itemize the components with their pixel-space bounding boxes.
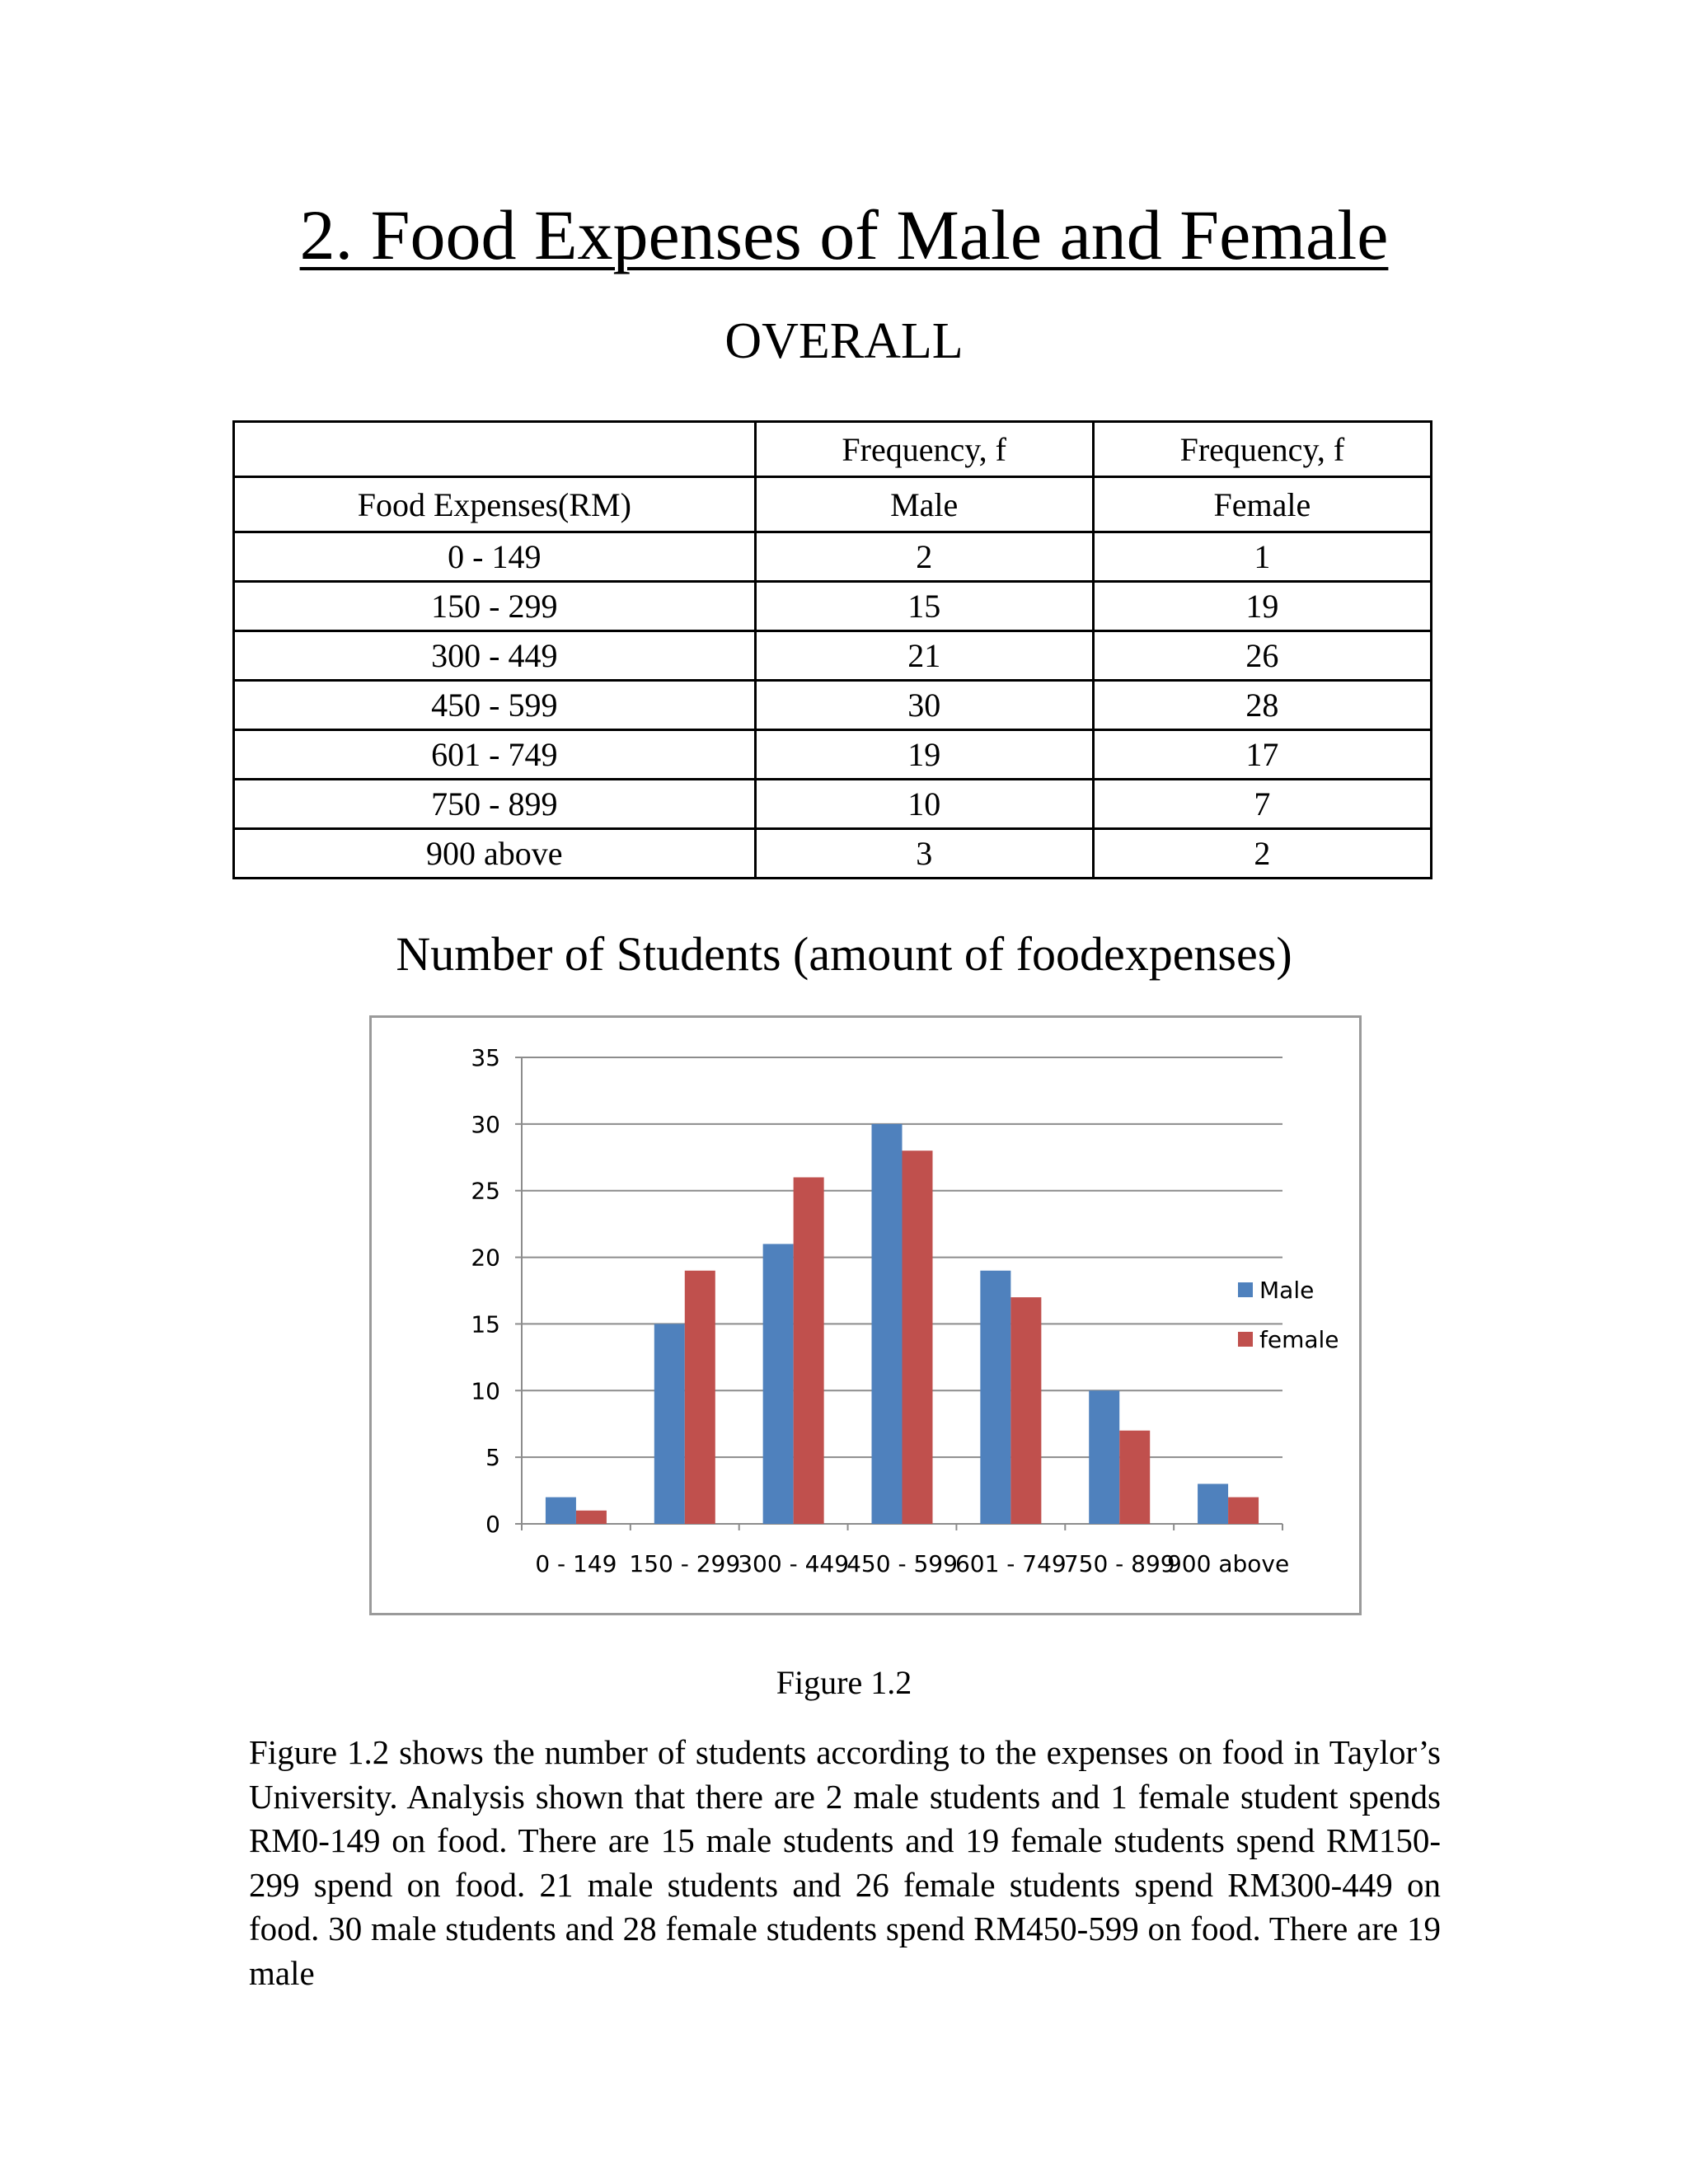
table-row: [234, 582, 1432, 631]
bar-male-5: [1089, 1390, 1119, 1524]
x-tick-label: 900 above: [1166, 1550, 1290, 1577]
table-cell: 17: [1093, 730, 1431, 780]
frequency-table: [232, 420, 1432, 879]
table-header-row: [234, 477, 1432, 532]
legend-label-female: female: [1259, 1326, 1339, 1353]
y-tick-label: 35: [471, 1044, 500, 1071]
table-header-cell: [234, 422, 756, 477]
table-cell: 2: [755, 532, 1093, 582]
chart-heading: Number of Students (amount of foodexpenses): [396, 927, 1292, 981]
bar-male-6: [1198, 1483, 1228, 1524]
bar-chart: [372, 1018, 1359, 1613]
x-tick-label: 601 - 749: [954, 1550, 1067, 1577]
table-cell: 7: [1093, 780, 1431, 829]
table-header-row: [234, 422, 1432, 477]
legend-label-male: Male: [1259, 1277, 1315, 1304]
table-cell: 10: [755, 780, 1093, 829]
table-cell: 21: [755, 631, 1093, 681]
bar-female-3: [903, 1151, 933, 1524]
x-tick-label: 150 - 299: [629, 1550, 741, 1577]
bar-male-4: [980, 1271, 1010, 1524]
figure-caption: Figure 1.2: [776, 1664, 912, 1701]
table-cell: 19: [1093, 582, 1431, 631]
table-cell: 0 - 149: [234, 532, 756, 582]
page-title: 2. Food Expenses of Male and Female: [299, 195, 1389, 274]
legend-swatch-female: [1238, 1332, 1253, 1347]
y-tick-label: 30: [471, 1110, 500, 1138]
table-row: [234, 681, 1432, 730]
table-header-cell: Food Expenses(RM): [234, 477, 756, 532]
y-tick-label: 15: [471, 1310, 500, 1338]
bar-male-3: [872, 1124, 903, 1524]
chart-frame: [369, 1015, 1362, 1615]
y-tick-label: 0: [485, 1511, 500, 1538]
bar-male-1: [654, 1324, 685, 1524]
table-cell: 26: [1093, 631, 1431, 681]
table-cell: 750 - 899: [234, 780, 756, 829]
table-cell: 2: [1093, 829, 1431, 879]
table-cell: 900 above: [234, 829, 756, 879]
bar-female-4: [1010, 1297, 1041, 1524]
table-row: [234, 829, 1432, 879]
table-row: [234, 631, 1432, 681]
table-header-cell: Frequency, f: [1093, 422, 1431, 477]
x-tick-label: 0 - 149: [535, 1550, 617, 1577]
table-row: [234, 730, 1432, 780]
y-tick-label: 25: [471, 1177, 500, 1205]
table-row: [234, 532, 1432, 582]
body-paragraph: Figure 1.2 shows the number of students according to the expenses on food in Taylor’s University. Analysis shown that there are 2 male students and 1 female student spends RM0-149 on food. There are 15 male students and 19 female students spend RM150-299 spend on food. 21 male students and 26 female students spend RM300-449 on food. 30 male students and 28 female students spend RM450-599 on food. There are 19 male: [249, 1733, 1441, 1992]
bar-female-1: [685, 1271, 715, 1524]
y-tick-label: 20: [471, 1244, 500, 1272]
x-tick-label: 300 - 449: [738, 1550, 850, 1577]
table-cell: 300 - 449: [234, 631, 756, 681]
table-cell: 3: [755, 829, 1093, 879]
bar-female-6: [1228, 1497, 1259, 1524]
bar-male-2: [763, 1244, 794, 1524]
bar-female-2: [794, 1178, 824, 1524]
table-cell: 30: [755, 681, 1093, 730]
table-cell: 150 - 299: [234, 582, 756, 631]
table-cell: 28: [1093, 681, 1431, 730]
bar-female-5: [1119, 1431, 1150, 1524]
table-cell: 601 - 749: [234, 730, 756, 780]
table-header-cell: Female: [1093, 477, 1431, 532]
table-cell: 19: [755, 730, 1093, 780]
y-tick-label: 10: [471, 1377, 500, 1405]
table-row: [234, 780, 1432, 829]
table-cell: 450 - 599: [234, 681, 756, 730]
bar-male-0: [546, 1497, 576, 1524]
table-cell: 15: [755, 582, 1093, 631]
x-tick-label: 750 - 899: [1063, 1550, 1175, 1577]
x-tick-label: 450 - 599: [846, 1550, 958, 1577]
table-header-cell: Male: [755, 477, 1093, 532]
bar-female-0: [576, 1511, 607, 1524]
table-header-cell: Frequency, f: [755, 422, 1093, 477]
y-tick-label: 5: [485, 1444, 500, 1472]
section-subtitle: OVERALL: [724, 313, 964, 369]
legend-swatch-male: [1238, 1282, 1253, 1297]
table-cell: 1: [1093, 532, 1431, 582]
